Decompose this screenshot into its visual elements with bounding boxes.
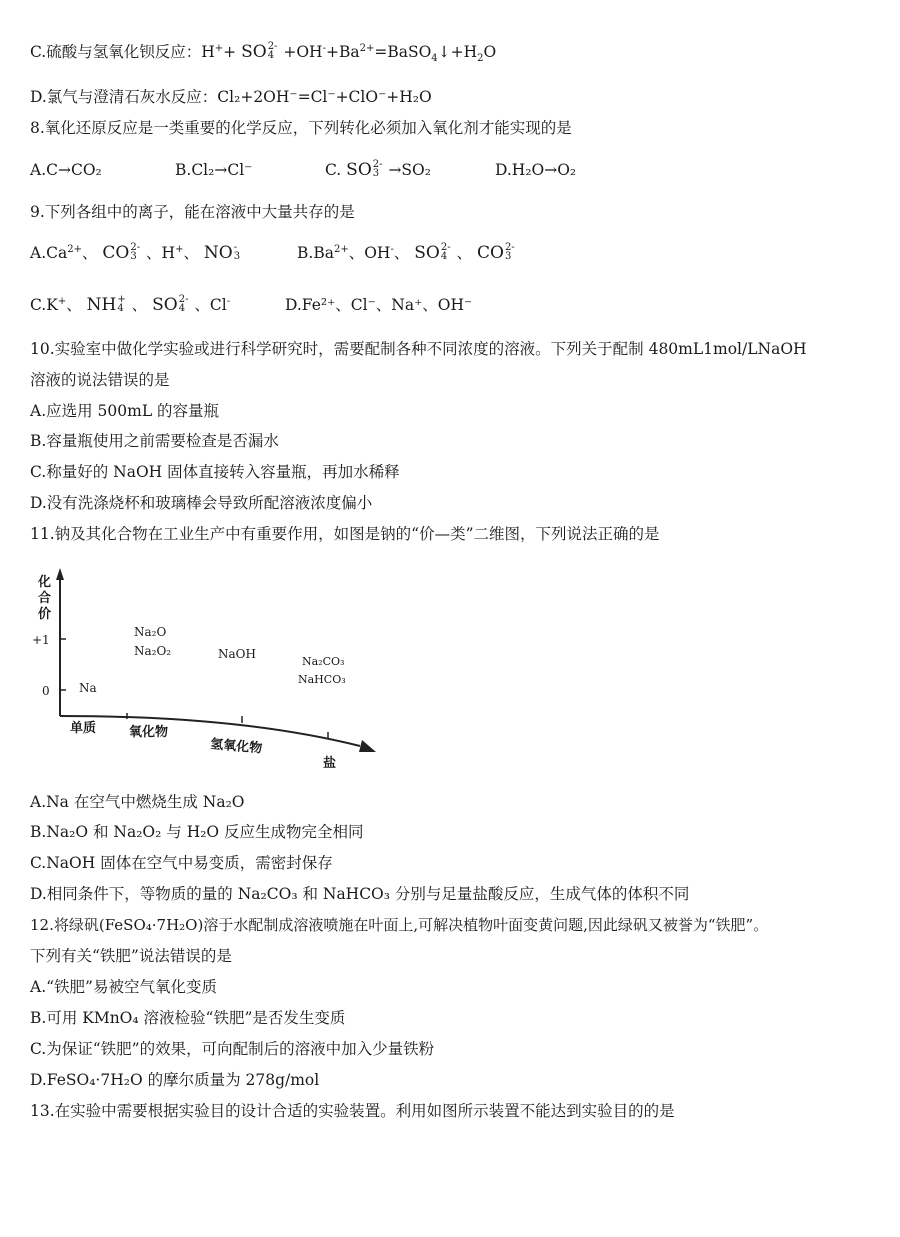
q7-option-c-text: C.硫酸与氢氧化钡反应： <box>30 43 202 61</box>
x-axis-arrow <box>359 740 376 752</box>
y-tick-label-zero: 0 <box>42 684 50 698</box>
q13-stem: 13.在实验中需要根据实验目的设计合适的实验装置。利用如图所示装置不能达到实验目的的是 <box>30 1102 675 1120</box>
q12-stem-line1: 12.将绿矾(FeSO₄·7H₂O)溶于水配制成溶液喷施在叶面上,可解决植物叶面变黄问题,因此绿矾又被誉为“铁肥”。 <box>30 916 769 934</box>
q10-stem-line2: 溶液的说法错误的是 <box>30 371 170 389</box>
q9-option-b: $B.Ba^{2+}$、OH-、 SO 2- 4 、 CO 2- 3 <box>297 242 515 263</box>
q8-option-c: C. SO 2- 3 →SO₂ <box>325 159 431 180</box>
q12-option-c: C.为保证“铁肥”的效果，可向配制后的溶液中加入少量铁粉 <box>30 1040 435 1058</box>
q9-stem: 9.下列各组中的离子，能在溶液中大量共存的是 <box>30 203 355 221</box>
q9-option-c-label: C. <box>30 296 47 314</box>
valence-category-diagram <box>30 566 390 778</box>
q9-option-a: $A.Ca^{2+}$、 CO 2- 3 、H+、 NO - 3 <box>30 242 241 263</box>
species-na2o: Na₂O <box>134 625 167 639</box>
q8-stem: 8.氧化还原反应是一类重要的化学反应，下列转化必须加入氧化剂才能实现的是 <box>30 119 572 137</box>
q10-option-b: B.容量瓶使用之前需要检查是否漏水 <box>30 432 279 450</box>
category-salt: 盐 <box>323 756 337 771</box>
q9-option-b-label: B. <box>297 244 314 262</box>
q9-option-c: C.K+、 NH + 4 、 SO 2- 4 、Cl- <box>30 294 231 315</box>
q11-option-c: C.NaOH 固体在空气中易变质，需密封保存 <box>30 854 333 872</box>
q10-option-c: C.称量好的 NaOH 固体直接转入容量瓶，再加水稀释 <box>30 463 400 481</box>
q7-option-c: C.硫酸与氢氧化钡反应：H++ SO 2- 4 $+OH^-+Ba^{2+}=BaSO_4↓+H_2O$ <box>30 41 497 65</box>
species-na: Na <box>79 681 97 695</box>
y-axis-label-2: 合 <box>38 591 52 606</box>
species-naoh: NaOH <box>218 647 256 661</box>
q12-option-d: D.FeSO₄·7H₂O 的摩尔质量为 278g/mol <box>30 1071 320 1089</box>
q11-option-a: A.Na 在空气中燃烧生成 Na₂O <box>30 793 245 811</box>
y-tick-label-plus1: +1 <box>32 633 50 647</box>
species-na2o2: Na₂O₂ <box>134 644 172 658</box>
q10-option-a: A.应选用 500mL 的容量瓶 <box>30 402 220 420</box>
q12-option-a: A.“铁肥”易被空气氧化变质 <box>30 978 217 996</box>
q8-option-c-prefix: C. <box>325 161 347 179</box>
q8-option-c-suffix: →SO₂ <box>383 161 431 179</box>
species-na2co3: Na₂CO₃ <box>302 655 345 668</box>
q8-option-a: A.C→CO₂ <box>30 161 102 179</box>
q8-option-d: D.H₂O→O₂ <box>495 161 577 179</box>
q11-option-b: B.Na₂O 和 Na₂O₂ 与 H₂O 反应生成物完全相同 <box>30 823 364 841</box>
q9-option-a-label: A. <box>30 244 47 262</box>
category-oxide: 氧化物 <box>129 725 169 740</box>
q10-stem-line1: 10.实验室中做化学实验或进行科学研究时，需要配制各种不同浓度的溶液。下列关于配制 480mL1mol/LNaOH <box>30 340 807 358</box>
y-axis-label-1: 化 <box>38 575 52 590</box>
q9-option-d: D.Fe²⁺、Cl⁻、Na⁺、OH⁻ <box>285 296 473 314</box>
category-element: 单质 <box>70 721 97 736</box>
q12-option-b: B.可用 KMnO₄ 溶液检验“铁肥”是否发生变质 <box>30 1009 346 1027</box>
q12-stem-line2: 下列有关“铁肥”说法错误的是 <box>30 947 232 965</box>
q10-option-d: D.没有洗涤烧杯和玻璃棒会导致所配溶液浓度偏小 <box>30 494 373 512</box>
q8-option-b: B.Cl₂→Cl⁻ <box>175 161 253 179</box>
y-axis-arrow <box>56 568 64 580</box>
q11-option-d: D.相同条件下，等物质的量的 Na₂CO₃ 和 NaHCO₃ 分别与足量盐酸反应，生成气体的体积不同 <box>30 885 690 903</box>
q7-option-d: D.氯气与澄清石灰水反应：Cl₂+2OH⁻=Cl⁻+ClO⁻+H₂O <box>30 88 432 106</box>
q11-stem: 11.钠及其化合物在工业生产中有重要作用，如图是钠的“价—类”二维图，下列说法正确的是 <box>30 525 660 543</box>
y-axis-label-3: 价 <box>38 607 52 622</box>
species-nahco3: NaHCO₃ <box>298 673 346 686</box>
category-hydroxide: 氢氧化物 <box>209 737 263 757</box>
